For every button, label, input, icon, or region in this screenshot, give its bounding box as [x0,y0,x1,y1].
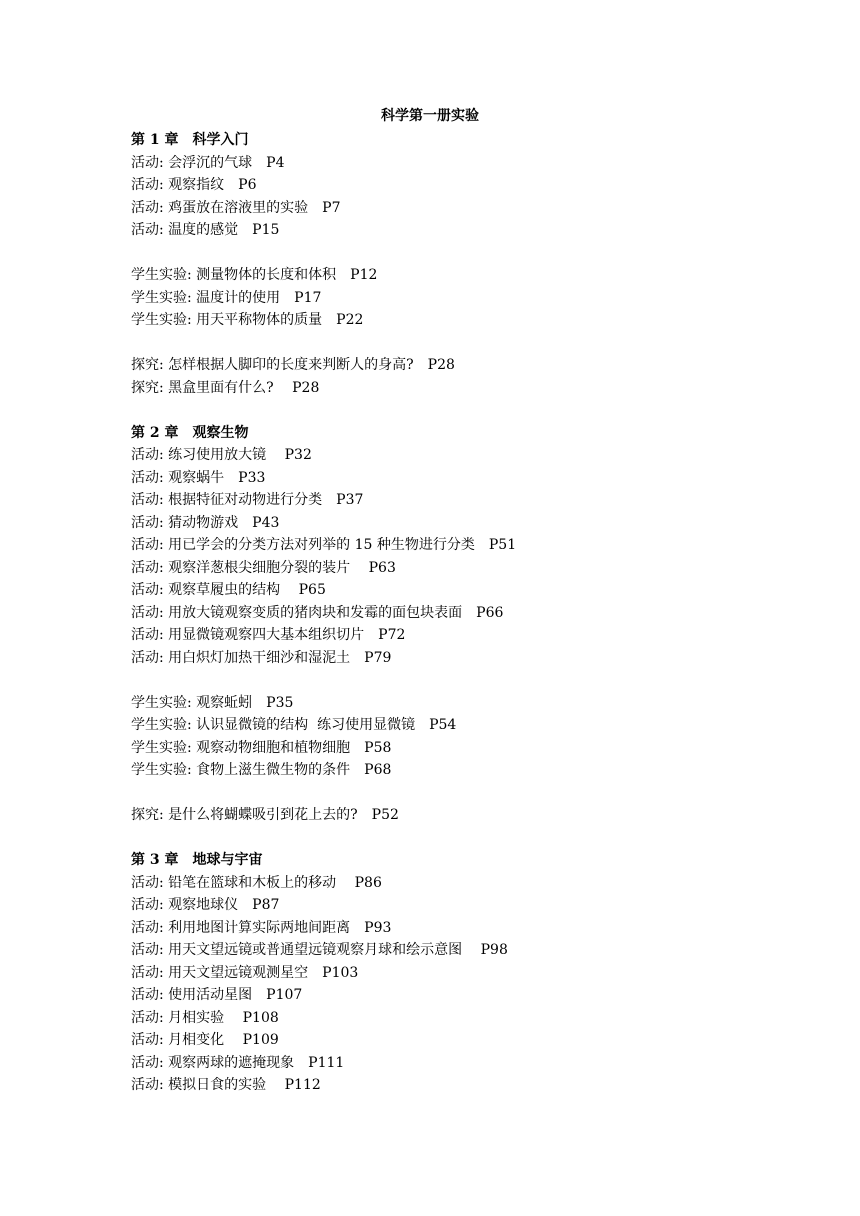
chapter-heading: 第 1 章 科学入门 [131,132,249,148]
list-item: 活动: 用放大镜观察变质的猪肉块和发霉的面包块表面 P66 [131,604,504,621]
list-item: 活动: 会浮沉的气球 P4 [131,154,285,171]
blank-line [131,242,831,265]
list-item: 活动: 观察洋葱根尖细胞分裂的装片 P63 [131,559,396,576]
list-item: 活动: 利用地图计算实际两地间距离 P93 [131,919,392,936]
list-item: 活动: 根据特征对动物进行分类 P37 [131,492,364,508]
blank-line [131,782,831,805]
list-item: 活动: 用显微镜观察四大基本组织切片 P72 [131,627,406,643]
list-item: 活动: 用天文望远镜或普通望远镜观察月球和绘示意图 P98 [131,942,508,958]
document-body [131,129,831,1097]
list-item: 活动: 观察指纹 P6 [131,177,257,193]
list-item: 学生实验: 观察动物细胞和植物细胞 P58 [131,739,392,756]
blank-line [131,669,831,692]
chapter-heading: 第 3 章 地球与宇宙 [131,852,263,868]
list-item: 活动: 用白炽灯加热干细沙和湿泥土 P79 [131,649,392,666]
list-item: 活动: 月相变化 P109 [131,1032,279,1048]
list-item: 活动: 练习使用放大镜 P32 [131,447,312,463]
blank-line [131,332,831,355]
list-item: 活动: 观察蜗牛 P33 [131,469,266,486]
list-item: 活动: 铅笔在篮球和木板上的移动 P86 [131,874,382,891]
document-title: 科学第一册实验 [381,108,479,124]
list-item: 学生实验: 食物上滋生微生物的条件 P68 [131,762,392,778]
list-item: 活动: 观察两球的遮掩现象 P111 [131,1054,345,1071]
list-item: 探究: 怎样根据人脚印的长度来判断人的身高? P28 [131,357,455,373]
list-item: 活动: 用天文望远镜观测星空 P103 [131,964,359,981]
chapter-heading: 第 2 章 观察生物 [131,424,249,441]
list-item: 活动: 温度的感觉 P15 [131,222,280,238]
list-item: 学生实验: 测量物体的长度和体积 P12 [131,267,378,283]
blank-line [131,399,831,422]
list-item: 学生实验: 认识显微镜的结构 练习使用显微镜 P54 [131,717,457,733]
list-item: 活动: 猜动物游戏 P43 [131,514,280,531]
list-item: 活动: 月相实验 P108 [131,1009,279,1026]
list-item: 活动: 模拟日食的实验 P112 [131,1077,321,1093]
list-item: 学生实验: 用天平称物体的质量 P22 [131,312,364,328]
list-item: 活动: 用已学会的分类方法对列举的 15 种生物进行分类 P51 [131,537,517,553]
list-item: 学生实验: 温度计的使用 P17 [131,289,322,306]
list-item: 活动: 鸡蛋放在溶液里的实验 P7 [131,199,341,216]
list-item: 探究: 黑盒里面有什么? P28 [131,379,320,396]
blank-line [131,827,831,850]
list-item: 学生实验: 观察蚯蚓 P35 [131,694,294,711]
list-item: 活动: 观察草履虫的结构 P65 [131,582,326,598]
list-item: 探究: 是什么将蝴蝶吸引到花上去的? P52 [131,807,399,823]
list-item: 活动: 观察地球仪 P87 [131,897,280,913]
list-item: 活动: 使用活动星图 P107 [131,987,303,1003]
